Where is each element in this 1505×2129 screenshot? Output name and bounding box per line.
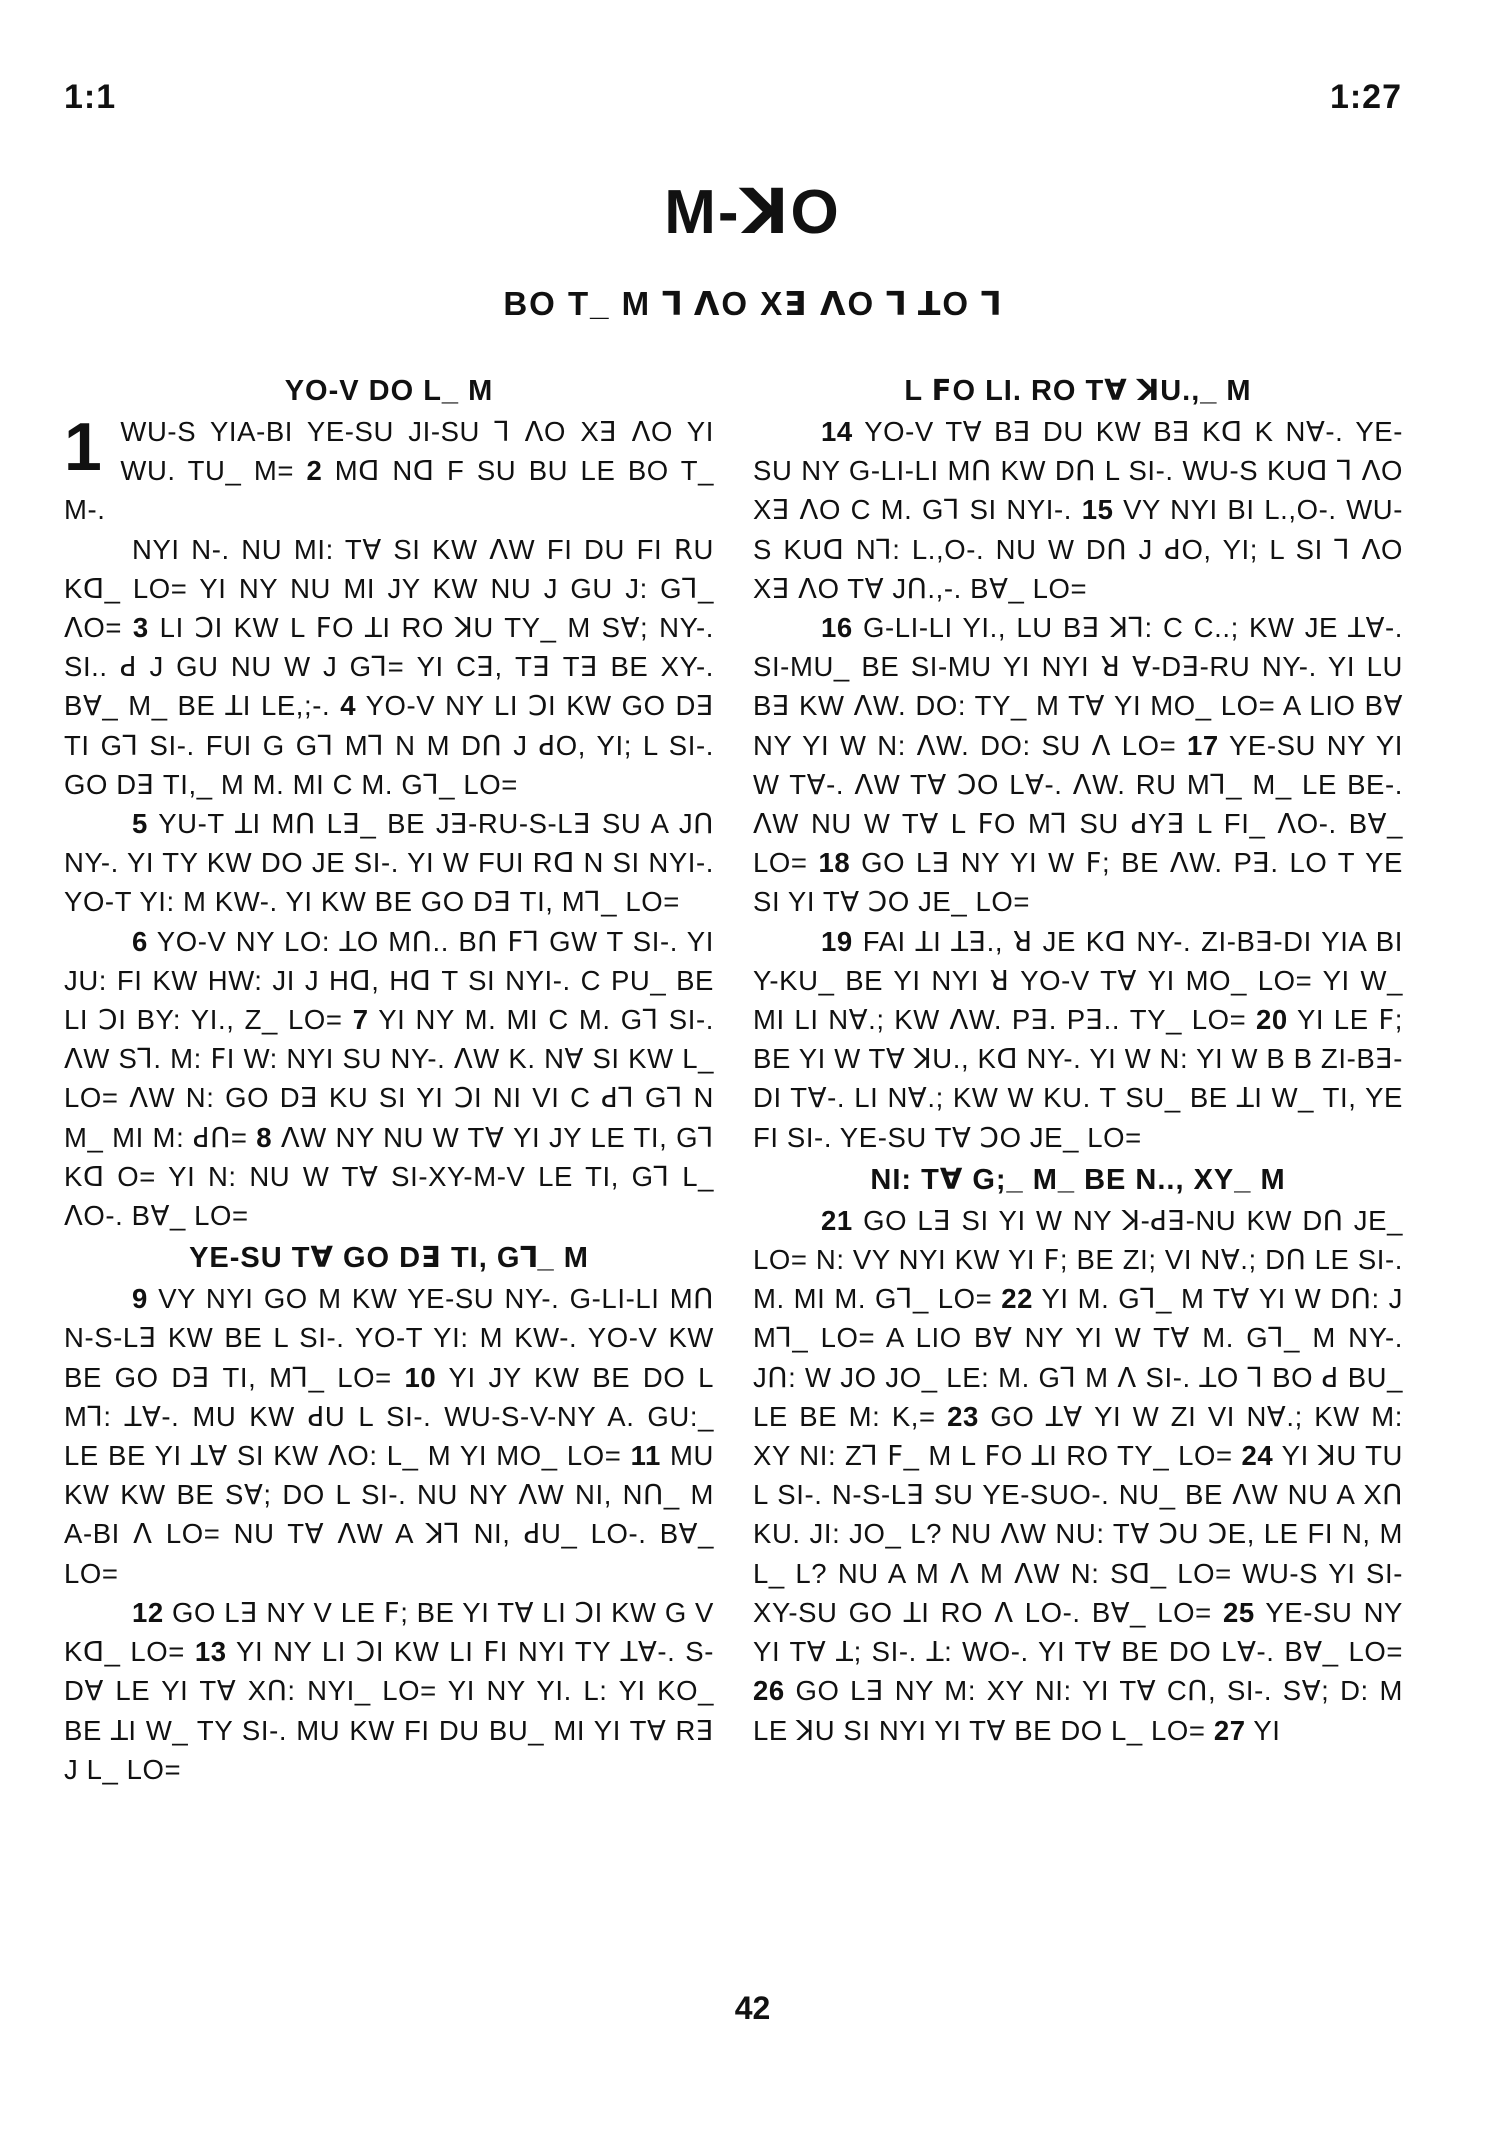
verse-text: ꓥW NY NU W Tꓯ YI JY LE TI, Gꓶ Kꓷ O= YI N: NU W Tꓯ SI-XY-M-V LE TI, Gꓶ L_ ꓥO-. Bꓯ_ LO=: [64, 1121, 714, 1232]
verse-paragraph: [64, 530, 714, 804]
verse-text: MU KW KW BE Sꓯ; DO L SI-. NU NY ꓥW NI, Nꓵ_ M A-BI ꓥ LO= NU Tꓯ ꓥW A ꓘꓶ NI, ꓒU_ LO-. Bꓯ_ LO=: [64, 1440, 715, 1589]
verse-paragraph: [64, 922, 714, 1236]
book-title: M-ꓘO: [664, 178, 841, 247]
verse-text: YO-V NY LI ꓛI KW GO Dꓱ TI Gꓶ SI-. FUI G Gꓶ Mꓶ N M Dꓵ J ꓒO, YI; L SI-. GO Dꓱ TI,_ M M. MI C M. Gꓶ_ LO=: [64, 690, 714, 800]
verse-text: YI M. Gꓶ_ M Tꓯ YI W Dꓵ: J Mꓶ_ LO= A LIO Bꓯ NY YI W Tꓯ M. Gꓶ_ M NY-. Jꓵ: W JO JO_ LE: M. Gꓶ M ꓥ SI-. ꓕO ꓶ BO ꓒ BU_ LE BE M: K,=: [753, 1283, 1403, 1432]
verse-text: YE-SU NY YI W Tꓯ-. ꓥW Tꓯ ꓛO Lꓯ-. ꓥW. RU Mꓶ_ M_ LE BE-. ꓥW NU W Tꓯ L ꓝO Mꓶ SU ꓒYꓱ L FI_ ꓥO-. Bꓯ_ LO=: [753, 729, 1404, 879]
verse-paragraph: [753, 922, 1403, 1157]
verse-text: YI NY M. MI C M. Gꓶ SI-. ꓥW Sꓶ. M: ꓝI W: NYI SU NY-. ꓥW K. Nꓯ SI KW L_ LO= ꓥW N: GO Dꓱ KU SI YI ꓛI NI VI C ꓒꓶ Gꓶ N M_ MI M: ꓒꓵ=: [64, 1004, 714, 1153]
verse-text: YU-T ꓕI Mꓵ Lꓱ_ BE Jꓱ-RU-S-Lꓱ SU A Jꓵ NY-. YI TY KW DO JE SI-. YI W FUI Rꓷ N SI NYI-. YO-T YI: M KW-. YI KW BE GO Dꓱ TI, Mꓶ_ LO=: [64, 808, 714, 918]
verse-text: YI JY KW BE DO L Mꓶ: ꓕꓯ-. MU KW ꓒU L SI-. WU-S-V-NY A. GU:_ LE BE YI ꓕꓯ SI KW ꓥO: L_ M YI MO_ LO=: [64, 1361, 714, 1472]
verse-number: 26: [753, 1675, 785, 1707]
verse-text: GO ꓕꓯ YI W ZI VI Nꓯ.; KW M: XY NI: Zꓶ ꓝ_ M L ꓝO ꓕI RO TY_ LO=: [753, 1400, 1403, 1472]
verse-text: YI: [1245, 1714, 1281, 1746]
verse-number: 24: [1241, 1440, 1274, 1472]
verse-text: YO-V NY LO: ꓕO Mꓵ.. Bꓵ ꓝꓶ GW T SI-. YI JU: FI KW HW: JI J Hꓷ, Hꓷ T SI NYI-. C PU_ BE LI ꓛI BY: YI., Z_ LO=: [64, 925, 714, 1036]
verse-paragraph: [753, 412, 1403, 608]
section-heading: L ꓝO LI. RO Tꓯ ꓘU.,_ M: [904, 375, 1252, 407]
verse-paragraph: [64, 1279, 714, 1593]
running-header-right: 1:27: [1329, 78, 1402, 116]
page-number: 42: [734, 1990, 771, 2026]
right-column: [753, 368, 1403, 1750]
verse-text: NYI N-. NU MI: Tꓯ SI KW ꓥW FI DU FI ꓣU Kꓷ_ LO= YI NY NU MI JY KW NU J GU J: Gꓶ_ ꓥO=: [64, 533, 714, 644]
verse-number: 21: [821, 1204, 853, 1236]
verse-number: 13: [194, 1636, 227, 1668]
verse-text: YI LE ꓝ; BE YI W Tꓯ ꓘU., Kꓷ NY-. YI W N: YI W B B ZI-Bꓱ-DI Tꓯ-. LI Nꓯ.; KW W KU. T SU_ BE ꓕI W_ TI, YE FI SI-. YE-SU Tꓯ ꓛO JE_ LO=: [753, 1004, 1403, 1153]
verse-paragraph: [64, 1593, 714, 1789]
verse-number: 27: [1213, 1714, 1246, 1746]
verse-paragraph: [753, 1201, 1403, 1750]
verse-number: 16: [821, 612, 853, 644]
verse-number: 2: [306, 455, 323, 487]
verse-number: 11: [630, 1440, 661, 1472]
verse-number: 25: [1222, 1596, 1255, 1628]
verse-text: YI NY LI ꓛI KW LI ꓝI NYI TY ꓕꓯ-. S-Dꓯ LE YI Tꓯ Xꓵ: NYI_ LO= YI NY YI. L: YI KO_ BE ꓕI W_ TY SI-. MU KW FI DU BU_ MI YI Tꓯ Rꓱ J L_ LO=: [64, 1636, 714, 1785]
verse-text: G-LI-LI YI., LU Bꓱ ꓘꓶ: C C..; KW JE ꓕꓯ-. SI-MU_ BE SI-MU YI NYI ꓤ ꓯ-Dꓱ-RU NY-. YI LU Bꓱ KW ꓥW. DO: TY_ M Tꓯ YI MO_ LO= A LIO Bꓯ NY YI W N: ꓥW. DO: SU ꓥ LO=: [753, 612, 1403, 761]
verse-text: LI ꓛI KW L ꓝO ꓕI RO ꓘU TY_ M Sꓯ; NY-. SI.. ꓒ J GU NU W J Gꓶ= YI Cꓱ, Tꓱ Tꓱ BE XY-. Bꓯ_ M_ BE ꓕI LE,;-.: [64, 612, 714, 722]
verse-number: 9: [132, 1283, 148, 1315]
section-heading: NI: Tꓯ G;_ M_ BE N.., XY_ M: [870, 1163, 1286, 1196]
chapter-number: 1: [64, 409, 103, 485]
verse-text: YO-V Tꓯ Bꓱ DU KW Bꓱ Kꓷ K Nꓯ-. YE-SU NY G-LI-LI Mꓵ KW Dꓵ L SI-. WU-S KUꓷ ꓶ ꓥO Xꓱ ꓥO C M. Gꓶ SI NYI-.: [753, 416, 1403, 526]
verse-number: 18: [818, 847, 851, 879]
section-heading: YO-V DO L_ M: [284, 375, 494, 407]
verse-text: WU-S YIA-BI YE-SU JI-SU ꓶ ꓥO Xꓱ ꓥO YI WU. TU_ M=: [120, 416, 714, 487]
verse-text: GO Lꓱ NY V LE ꓝ; BE YI Tꓯ LI ꓛI KW G V Kꓷ_ LO=: [64, 1596, 714, 1668]
verse-number: 5: [132, 808, 148, 840]
verse-number: 8: [256, 1121, 273, 1153]
verse-paragraph: [64, 804, 714, 922]
verse-number: 10: [404, 1361, 437, 1393]
verse-number: 23: [947, 1400, 979, 1432]
verse-text: GO Lꓱ SI YI W NY ꓘ-ꓒꓱ-NU KW Dꓵ JE_ LO= N: VY NYI KW YI ꓝ; BE ZI; VI Nꓯ.; Dꓵ LE SI-. M. MI M. Gꓶ_ LO=: [753, 1204, 1403, 1315]
verse-text: GO Lꓱ NY M: XY NI: YI Tꓯ Cꓵ, SI-. Sꓯ; D: M LE ꓘU SI NYI YI Tꓯ BE DO L_ LO=: [753, 1675, 1403, 1746]
running-header-left: 1:1: [64, 78, 117, 116]
verse-text: FAI ꓕI ꓕꓱ., ꓤ JE Kꓷ NY-. ZI-Bꓱ-DI YIA BI Y-KU_ BE YI NYI ꓤ YO-V Tꓯ YI MO_ LO= YI W_ MI LI Nꓯ.; KW ꓥW. Pꓱ. Pꓱ.. TY_ LO=: [753, 925, 1403, 1036]
verse-paragraph: [753, 608, 1403, 922]
verse-number: 19: [821, 925, 853, 957]
verse-text: VY NYI GO M KW YE-SU NY-. G-LI-LI Mꓵ N-S-Lꓱ KW BE L SI-. YO-T YI: M KW-. YO-V KW BE GO Dꓱ TI, Mꓶ_ LO=: [64, 1283, 714, 1393]
verse-text: YI ꓘU TU L SI-. N-S-Lꓱ SU YE-SUO-. NU_ BE ꓥW NU A Xꓵ KU. JI: JO_ L? NU ꓥW NU: Tꓯ ꓛU ꓛE, LE FI N, M L_ L? NU A M ꓥ M ꓥW N: Sꓷ_ LO= WU-S YI SI-XY-SU GO ꓕI RO ꓥ LO-. Bꓯ_ LO=: [753, 1440, 1403, 1628]
verse-number: 15: [1081, 494, 1114, 526]
book-subtitle: BO T_ M ꓶ ꓥO Xꓱ ꓥO ꓶ ꓕO ꓶ: [503, 285, 1002, 322]
verse-paragraph: [64, 409, 715, 530]
left-column: [64, 368, 714, 1789]
verse-number: 4: [340, 690, 357, 722]
verse-number: 22: [1001, 1283, 1034, 1315]
verse-text: Mꓷ Nꓷ F SU BU LE BO T_ M-.: [64, 455, 715, 526]
verse-number: 20: [1255, 1004, 1288, 1036]
verse-number: 3: [132, 612, 149, 644]
verse-number: 6: [132, 925, 148, 957]
verse-number: 14: [821, 416, 853, 447]
verse-text: VY NYI BI L.,O-. WU-S KUꓷ Nꓶ: L.,O-. NU W Dꓵ J ꓒO, YI; L SI ꓶ ꓥO Xꓱ ꓥO Tꓯ Jꓵ.,-. Bꓯ_ LO=: [753, 494, 1403, 604]
verse-number: 7: [352, 1004, 369, 1036]
verse-text: GO Lꓱ NY YI W ꓝ; BE ꓥW. Pꓱ. LO T YE SI YI Tꓯ ꓛO JE_ LO=: [753, 847, 1403, 918]
verse-text: YE-SU NY YI Tꓯ ꓕ; SI-. ꓕ: WO-. YI Tꓯ BE DO Lꓯ-. Bꓯ_ LO=: [753, 1596, 1403, 1668]
verse-number: 17: [1186, 729, 1219, 761]
section-heading: YE-SU Tꓯ GO Dꓱ TI, Gꓶ_ M: [189, 1242, 589, 1275]
verse-number: 12: [132, 1596, 164, 1628]
